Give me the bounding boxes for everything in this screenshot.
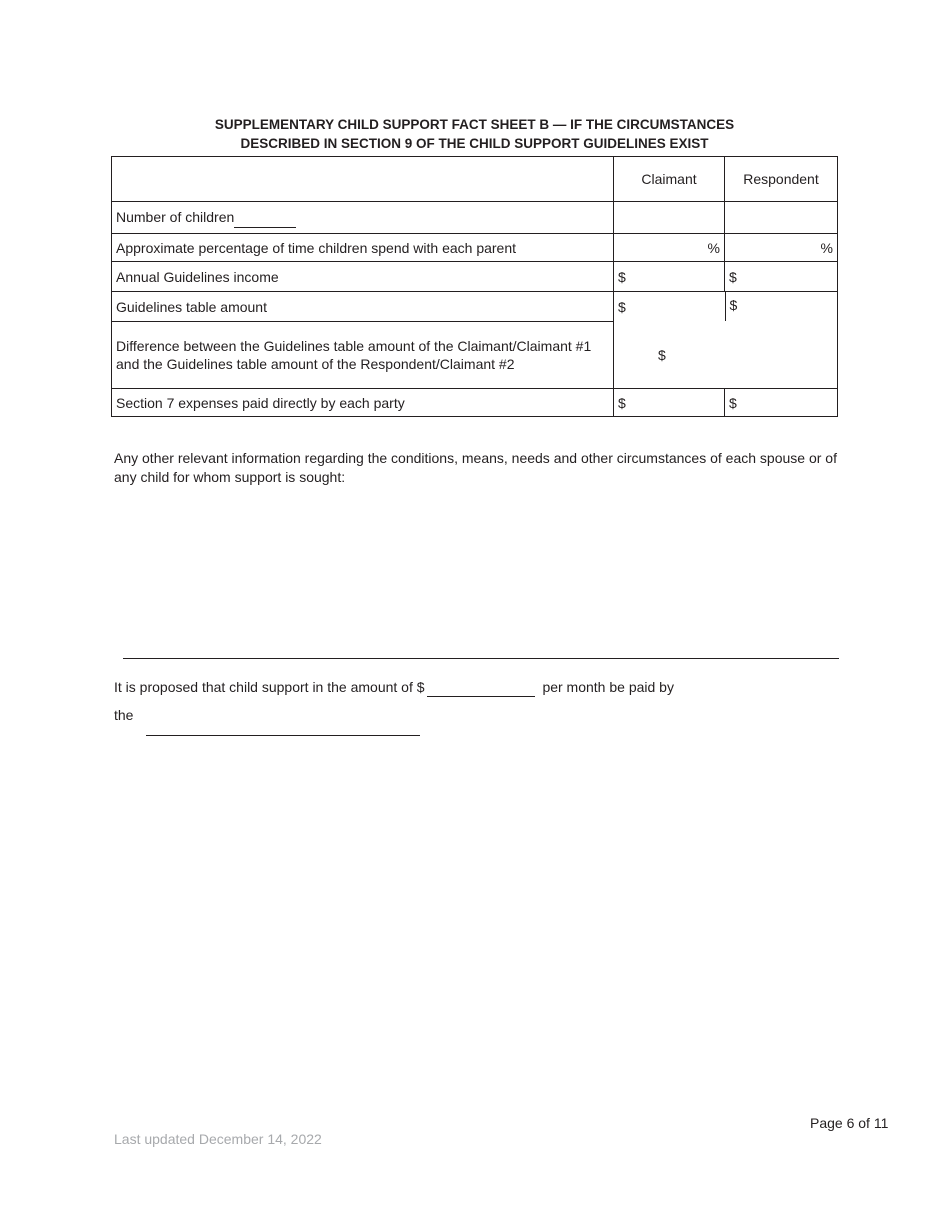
table-row-section7 (112, 389, 838, 417)
page-number: Page 6 of 11 (810, 1115, 889, 1131)
other-info-prompt: Any other relevant information regarding the conditions, means, needs and other circumstances of each spouse or of any child for whom support is sought: (114, 450, 837, 485)
percent-sign: % (707, 239, 720, 256)
percentage-respondent-field[interactable] (725, 234, 838, 262)
page-title (112, 115, 837, 153)
dollar-sign: $ (618, 394, 626, 411)
table-amount-respondent-field[interactable] (725, 292, 838, 322)
table-row-income (112, 262, 838, 292)
percentage-label: Approximate percentage of time children spend with each parent (112, 234, 614, 262)
children-count-field[interactable] (234, 213, 296, 228)
proposal-line-2: the (114, 707, 134, 723)
income-claimant-field[interactable] (614, 262, 725, 292)
dollar-sign: $ (729, 268, 737, 285)
income-respondent-field[interactable] (725, 262, 838, 292)
proposal-text-before: It is proposed that child support in the amount of (114, 679, 413, 695)
title-line-2: DESCRIBED IN SECTION 9 OF THE CHILD SUPPORT GUIDELINES EXIST (240, 136, 709, 151)
other-info-answer-line[interactable] (123, 658, 839, 659)
percentage-claimant-field[interactable] (614, 234, 725, 262)
title-line-1: SUPPLEMENTARY CHILD SUPPORT FACT SHEET B — IF THE CIRCUMSTANCES (214, 117, 735, 132)
header-respondent: Respondent (725, 157, 838, 202)
section7-claimant-field[interactable] (614, 389, 725, 417)
difference-field[interactable] (614, 322, 838, 389)
percent-sign: % (820, 239, 833, 256)
last-updated: Last updated December 14, 2022 (114, 1131, 322, 1147)
table-row-difference (112, 322, 838, 389)
fact-sheet-table (111, 156, 838, 417)
dollar-sign: $ (658, 346, 666, 363)
dollar-sign: $ (618, 298, 626, 315)
table-row-children (112, 202, 838, 234)
proposal-currency: $ (416, 679, 425, 695)
income-label: Annual Guidelines income (112, 262, 614, 292)
dollar-sign: $ (618, 268, 626, 285)
difference-label: Difference between the Guidelines table amount of the Claimant/Claimant #1 and the Guidelines table amount of the Respondent/Claimant #2 (112, 322, 614, 389)
children-respondent-field[interactable] (725, 202, 838, 234)
proposal-text-after: per month be paid by (542, 679, 674, 695)
amount-field[interactable] (427, 680, 535, 697)
children-label-cell (112, 202, 614, 234)
table-amount-label: Guidelines table amount (112, 292, 614, 322)
dollar-sign: $ (725, 292, 834, 321)
header-claimant: Claimant (614, 157, 725, 202)
section7-label: Section 7 expenses paid directly by each party (112, 389, 614, 417)
header-empty-cell (112, 157, 614, 202)
table-header-row (112, 157, 838, 202)
table-amount-claimant-field[interactable] (614, 292, 725, 322)
table-row-table-amount (112, 292, 838, 322)
children-claimant-field[interactable] (614, 202, 725, 234)
children-label: Number of children (116, 208, 235, 225)
section7-respondent-field[interactable] (725, 389, 838, 417)
table-row-percentage (112, 234, 838, 262)
payer-field[interactable] (146, 735, 420, 736)
proposal-section (114, 678, 674, 724)
dollar-sign: $ (729, 394, 737, 411)
